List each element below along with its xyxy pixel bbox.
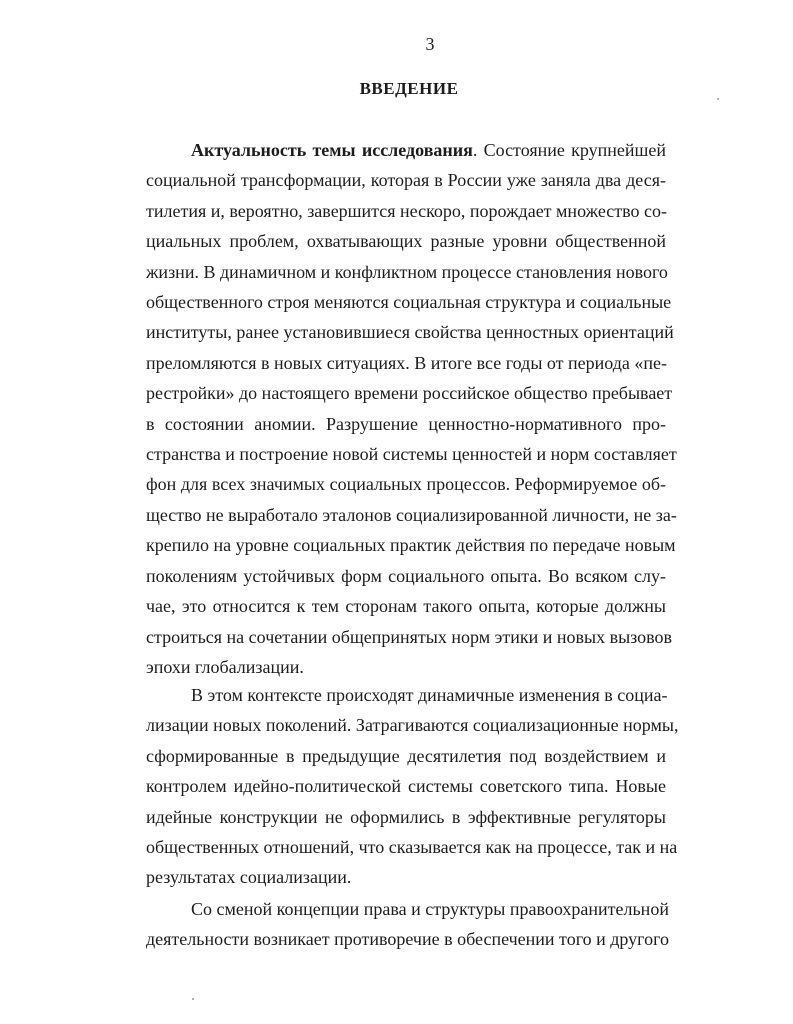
scan-speck — [192, 998, 194, 1000]
paragraph-line: деятельности возникает противоречие в обеспечении того и другого — [146, 929, 670, 950]
paragraph-line: эпохи глобализации. — [146, 656, 304, 677]
paragraph-line: общественного строя меняются социальная структура и социальные — [146, 292, 672, 313]
paragraph-line: сформированные в предыдущие десятилетия под воздействием и — [146, 745, 666, 766]
paragraph-line: странства и построение новой системы ценностей и норм составляет — [146, 444, 677, 465]
paragraph-line: циальных проблем, охватывающих разные уровни общественной — [146, 231, 666, 252]
paragraph-lead: Актуальность темы исследования — [191, 140, 473, 160]
paragraph-line: чае, это относится к тем сторонам такого опыта, которые должны — [146, 596, 666, 617]
scan-speck — [717, 98, 719, 100]
paragraph-line: результатах социализации. — [146, 867, 352, 888]
paragraph-line: общественных отношений, что сказывается как на процессе, так и на — [146, 837, 678, 858]
paragraph-line: В этом контексте происходят динамичные изменения в социа- — [191, 685, 668, 705]
paragraph-line: тилетия и, вероятно, завершится нескоро, порождает множество со- — [146, 200, 667, 221]
paragraph-3 — [146, 894, 670, 955]
paragraph-line: строиться на сочетании общепринятых норм этики и новых вызовов — [146, 626, 673, 647]
paragraph-line: контролем идейно-политической системы советского типа. Новые — [146, 776, 666, 797]
paragraph-2 — [146, 680, 679, 893]
paragraph-line: социальной трансформации, которая в России уже заняла два деся- — [146, 170, 666, 191]
paragraph-line: идейные конструкции не оформились в эффективные регуляторы — [146, 806, 666, 827]
paragraph-line: фон для всех значимых социальных процессов. Реформируемое об- — [146, 474, 666, 495]
paragraph-line: поколениям устойчивых форм социального опыта. Во всяком слу- — [146, 565, 666, 586]
paragraph-line: Актуальность темы исследования. Состояние крупнейшей — [191, 140, 666, 160]
paragraph-line: жизни. В динамичном и конфликтном процессе становления нового — [146, 261, 668, 282]
paragraph-line: щество не выработало эталонов социализированной личности, не за- — [146, 504, 677, 525]
paragraph-line: лизации новых поколений. Затрагиваются социализационные нормы, — [146, 715, 679, 736]
section-heading: ВВЕДЕНИЕ — [359, 79, 459, 98]
paragraph-line: институты, ранее установившиеся свойства ценностных ориентаций — [146, 322, 674, 343]
paragraph-line: преломляются в новых ситуациях. В итоге все годы от периода «пе- — [146, 352, 668, 373]
paragraph-line: Со сменой концепции права и структуры правоохранительной — [191, 899, 669, 919]
paragraph-line: крепило на уровне социальных практик действия по передаче новым — [146, 535, 676, 556]
paragraph-line: рестройки» до настоящего времени российское общество пребывает — [146, 383, 673, 404]
paragraph-line: в состоянии аномии. Разрушение ценностно-нормативного про- — [146, 413, 666, 434]
paragraph-1 — [146, 135, 677, 682]
page-number: 3 — [425, 34, 435, 54]
